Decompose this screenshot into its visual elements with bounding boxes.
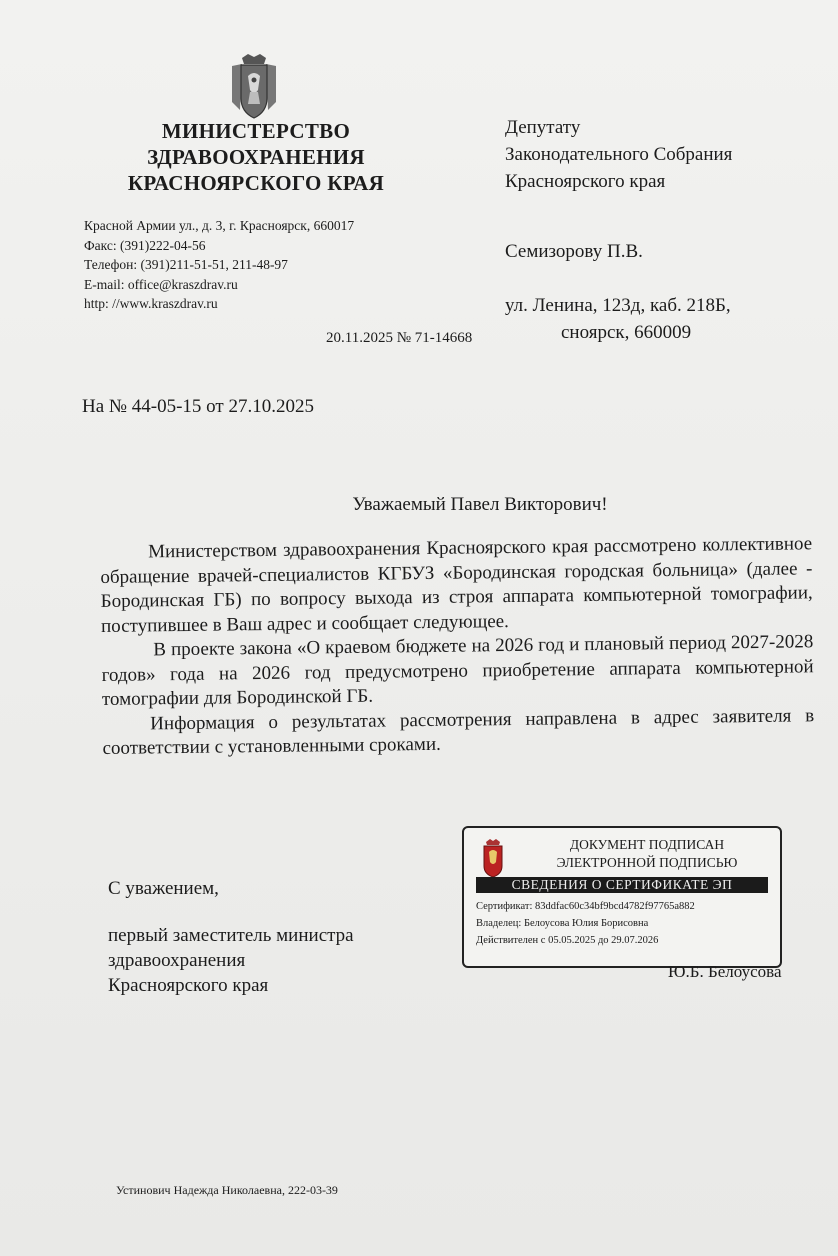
reference-number: На № 44-05-15 от 27.10.2025 xyxy=(82,396,314,417)
fax-line: Факс: (391)222-04-56 xyxy=(84,237,206,253)
ministry-line: КРАСНОЯРСКОГО КРАЯ xyxy=(127,171,385,195)
position-line: Красноярского края xyxy=(108,975,269,996)
body-paragraph: Информация о результатах рассмотрения направлена в адрес заявителя в соответствии с установленными сроками. xyxy=(102,704,815,759)
ministry-line: ЗДРАВООХРАНЕНИЯ xyxy=(147,145,365,169)
letter-body xyxy=(100,532,815,761)
certificate-details xyxy=(476,898,695,949)
certificate-owner: Владелец: Белоусова Юлия Борисовна xyxy=(476,918,649,929)
signatory-position xyxy=(108,923,354,998)
addressee-address xyxy=(505,292,731,346)
certificate-info-bar: СВЕДЕНИЯ О СЕРТИФИКАТЕ ЭП xyxy=(476,877,768,893)
stamp-title xyxy=(516,836,778,872)
greeting: Уважаемый Павел Викторович! xyxy=(352,494,608,515)
signatory-name: Ю.Б. Белоусова xyxy=(668,962,782,981)
position-line: здравоохранения xyxy=(108,950,246,971)
addressee-line: Депутату xyxy=(505,117,581,138)
certificate-validity: Действителен с 05.05.2025 до 29.07.2026 xyxy=(476,935,659,946)
stamp-title-line: ЭЛЕКТРОННОЙ ПОДПИСЬЮ xyxy=(556,855,738,870)
closing: С уважением, xyxy=(108,878,219,899)
krasnoyarsk-coat-of-arms-icon xyxy=(228,52,280,120)
addressee-name: Семизорову П.В. xyxy=(505,241,643,262)
email-line: E-mail: office@kraszdrav.ru xyxy=(84,276,238,292)
stamp-title-line: ДОКУМЕНТ ПОДПИСАН xyxy=(569,837,725,852)
website-line: http: //www.kraszdrav.ru xyxy=(84,296,218,311)
address-line: Красной Армии ул., д. 3, г. Красноярск, 660017 xyxy=(84,218,355,233)
body-paragraph: В проекте закона «О краевом бюджете на 2026 год и плановый период 2027-2028 годов» года на 2026 год предусмотрено приобретение аппарата компьютерной томографии для Бородинской ГБ. xyxy=(101,631,814,710)
addressee-line: Красноярского края xyxy=(505,171,666,192)
e-signature-stamp xyxy=(462,826,782,968)
addressee-line: Законодательного Собрания xyxy=(505,144,733,165)
body-paragraph: Министерством здравоохранения Красноярского края рассмотрено коллективное обращение врачей-специалистов КГБУЗ «Бородинская городская больница» (далее - Бородинская ГБ) по вопросу выхода из строя аппарата компьютерной томографии, поступившее в Ваш адрес и сообщает следующее. xyxy=(100,533,813,637)
stamp-coat-of-arms-icon xyxy=(478,838,508,878)
ministry-name xyxy=(96,118,416,196)
addressee-position xyxy=(505,114,732,195)
certificate-id: Сертификат: 83ddfac60c34bf9bcd4782f97765a882 xyxy=(476,901,695,912)
ministry-line: МИНИСТЕРСТВО xyxy=(161,119,351,143)
position-line: первый заместитель министра xyxy=(108,925,354,946)
ministry-contacts xyxy=(84,216,354,314)
outgoing-number: 20.11.2025 № 71-14668 xyxy=(326,330,473,346)
phone-line: Телефон: (391)211-51-51, 211-48-97 xyxy=(84,257,288,272)
executor-info: Устинович Надежда Николаевна, 222-03-39 xyxy=(116,1183,338,1197)
address-line: ул. Ленина, 123д, каб. 218Б, xyxy=(505,295,731,316)
address-line: сноярск, 660009 xyxy=(561,322,692,343)
